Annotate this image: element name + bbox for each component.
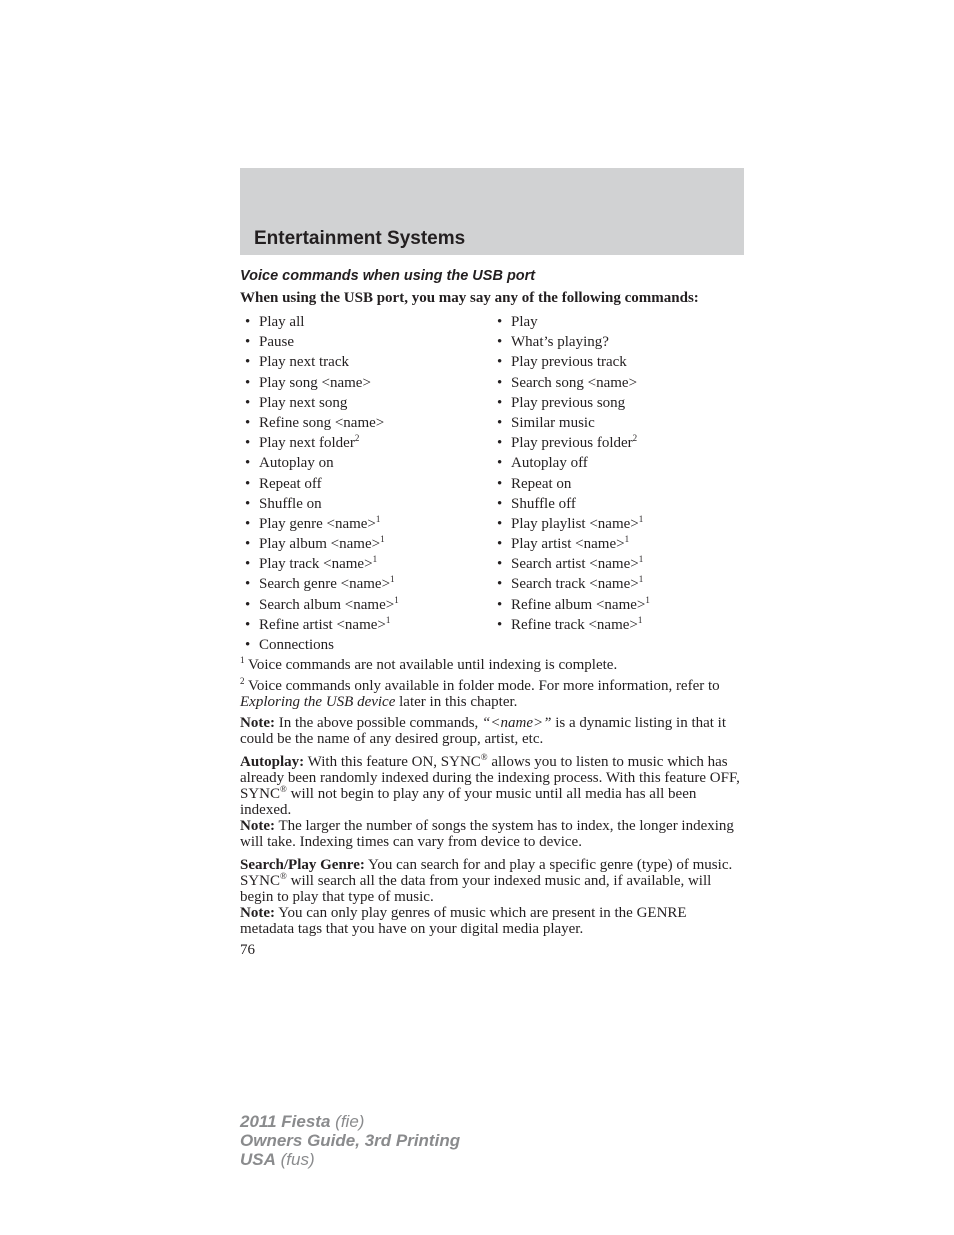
- footnote-marker: 1: [624, 534, 630, 545]
- footnote-marker: 1: [385, 614, 391, 625]
- footnote-marker: 1: [638, 554, 644, 565]
- autoplay-note: Note: The larger the number of songs the system has to index, the longer indexing will take. Indexing times can vary from device to device.: [240, 818, 734, 850]
- footnote-marker: 1: [380, 534, 385, 545]
- footnote-1: $^1$ Voice commands are not available until indexing is complete.: [240, 655, 618, 673]
- page-number: 76: [240, 942, 255, 958]
- command-item: • Play next track: [240, 354, 492, 370]
- command-item: • Connections: [240, 637, 492, 653]
- footnote-marker: 2: [354, 433, 360, 444]
- section-title: Entertainment Systems: [254, 228, 466, 249]
- footnote-marker: 1: [390, 574, 395, 585]
- footnote-2: $^2$ Voice commands only available in folder mode. For more information, refer to Exploring the USB device later in this chapter.: [240, 676, 720, 710]
- footnote-marker: 1: [638, 574, 644, 585]
- footnote-marker: 1: [375, 513, 381, 524]
- command-item: • Search song <name>: [492, 375, 744, 391]
- footnote-marker: 1: [645, 594, 650, 605]
- command-item: • Play next song: [240, 395, 492, 411]
- footnote-marker: 1: [637, 614, 643, 625]
- search-genre-paragraph: Search/Play Genre: You can search for and play a specific genre (type) of music. SYNC® will search all the data from your indexed music and, if available, will begin to play that type of music.: [240, 857, 733, 905]
- command-item: • Play next folder$^2$: [240, 435, 492, 451]
- chapter-reference: Exploring the USB device: [240, 694, 396, 710]
- command-item: • Play previous folder$^2$: [492, 435, 744, 451]
- footnote-marker: 1: [372, 554, 378, 565]
- footer-line-market: USA (fus): [240, 1150, 315, 1169]
- note-paragraph: Note: In the above possible commands, “<name>” is a dynamic listing in that it could be the name of any desired group, artist, etc.: [240, 715, 727, 747]
- command-item: • Refine song <name>: [240, 415, 492, 431]
- command-item: • Play song <name>: [240, 375, 492, 391]
- footer-line-model: 2011 Fiesta (fie): [240, 1112, 365, 1131]
- command-item: • What’s playing?: [492, 334, 744, 350]
- command-item: • Play artist <name>$^1$: [492, 536, 744, 552]
- footnote-marker: 2: [632, 433, 638, 444]
- command-item: • Play all: [240, 314, 492, 330]
- command-item: • Play previous track: [492, 354, 744, 370]
- search-genre-note: Note: You can only play genres of music which are present in the GENRE metadata tags that you have on your digital media player.: [240, 905, 687, 937]
- footnote-marker: 1: [638, 513, 644, 524]
- command-item: • Search track <name>$^1$: [492, 576, 744, 592]
- command-item: • Refine artist <name>$^1$: [240, 617, 492, 633]
- command-item: • Search genre <name>$^1$: [240, 576, 492, 592]
- command-item: • Play album <name>$^1$: [240, 536, 492, 552]
- document-footer: [240, 1112, 460, 1169]
- page-content: [240, 268, 744, 958]
- command-item: • Shuffle off: [492, 496, 744, 512]
- command-item: • Pause: [240, 334, 492, 350]
- intro-paragraph: When using the USB port, you may say any of the following commands:: [240, 290, 699, 306]
- command-item: • Play genre <name>$^1$: [240, 516, 492, 532]
- autoplay-paragraph: Autoplay: With this feature ON, SYNC® allows you to listen to music which has already been randomly indexed during the indexing process. With this feature OFF, SYNC® will not begin to play any of your music until all media has all been indexed.: [240, 752, 740, 818]
- command-item: • Play playlist <name>$^1$: [492, 516, 744, 532]
- command-item: • Similar music: [492, 415, 744, 431]
- command-item: • Play track <name>$^1$: [240, 556, 492, 572]
- command-item: • Search artist <name>$^1$: [492, 556, 744, 572]
- subheading: Voice commands when using the USB port: [240, 268, 536, 284]
- command-item: • Play previous song: [492, 395, 744, 411]
- command-item: • Autoplay on: [240, 455, 492, 471]
- footer-line-guide: Owners Guide, 3rd Printing: [240, 1131, 461, 1150]
- command-item: • Refine album <name>$^1$: [492, 597, 744, 613]
- footnote-marker: 1: [394, 594, 399, 605]
- command-item: • Refine track <name>$^1$: [492, 617, 744, 633]
- command-item: • Repeat on: [492, 476, 744, 492]
- command-item: • Search album <name>$^1$: [240, 597, 492, 613]
- command-item: • Autoplay off: [492, 455, 744, 471]
- command-item: • Play: [492, 314, 744, 330]
- command-item: • Repeat off: [240, 476, 492, 492]
- command-list: [240, 314, 744, 653]
- command-item: • Shuffle on: [240, 496, 492, 512]
